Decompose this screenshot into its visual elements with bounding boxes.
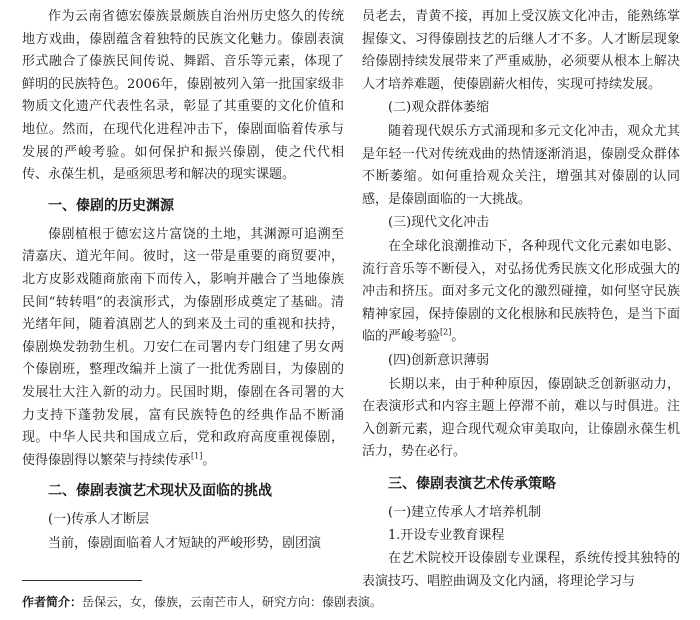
subsection-1-heading: (一)传承人才断层 — [48, 512, 150, 528]
section-2-heading: 二、傣剧表演艺术现状及面临的挑战 — [48, 483, 272, 500]
author-footnote — [22, 594, 382, 610]
section-3-heading: 三、傣剧表演艺术传承策略 — [388, 475, 556, 492]
subsection-2-paragraph: 随着现代娱乐方式涌现和多元文化冲击，观众尤其是年轻一代对传统戏曲的热情逐渐消退，傣剧受众群体不断萎缩。如何重拾观众关注，增强其对傣剧的认同感，是傣剧面临的一大挑战。 — [362, 123, 680, 207]
subsection-1-continued: 员老去，青黄不接，再加上受汉族文化冲击，能熟练掌握傣文、习得傣剧技艺的后继人才不多。人才断层现象给傣剧持续发展带来了严重威胁，必须要从根本上解决人才培养难题，使傣剧薪火相传，实现可持续发展。 — [362, 9, 680, 92]
section-3-item-1-paragraph: 在艺术院校开设傣剧专业课程，系统传授其独特的表演技巧、唱腔曲调及文化内涵，将理论学习与 — [362, 551, 680, 589]
section-1-text: 傣剧植根于德宏这片富饶的土地，其渊源可追溯至清嘉庆、道光年间。彼时，这一带是重要的商贸要冲，北方皮影戏随商旅南下而传入，影响并融合了当地傣族民间“转转唱”的表演形式，为傣剧形成奠定了基础。清光绪年间，随着滇剧艺人的到来及土司的重视和扶持，傣剧焕发勃勃生机。刀安仁在司署内专门组建了男女两个傣剧班，整理改编并上演了一批优秀剧目，为傣剧的发展壮大注入新的动力。民国时期，傣剧在各司署的大力支持下蓬勃发展，富有民族特色的经典作品不断涌现。中华人民共和国成立后，党和政府高度重视傣剧，使得傣剧得以繁荣与持续传承 — [22, 226, 344, 468]
citation-2: [2] — [440, 327, 452, 337]
subsection-4-heading: (四)创新意识薄弱 — [388, 352, 490, 368]
section-1-paragraph — [22, 224, 344, 473]
citation-1: [1] — [191, 451, 203, 461]
left-column — [22, 6, 344, 555]
author-bio: 岳保云，女，傣族，云南芒市人，研究方向：傣剧表演。 — [82, 595, 383, 609]
author-label: 作者简介： — [22, 595, 83, 609]
subsection-4-paragraph: 长期以来，由于种种原因，傣剧缺乏创新驱动力，在表演形式和内容主题上停滞不前，难以与时俱进。注入创新元素，迎合现代观众审美取向，让傣剧永葆生机活力，势在必行。 — [362, 376, 680, 460]
subsection-3-end: 。 — [451, 329, 465, 345]
intro-paragraph: 作为云南省德宏傣族景颇族自治州历史悠久的传统地方戏曲，傣剧蕴含着独特的民族文化魅力。傣剧表演形式融合了傣族民间传说、舞蹈、音乐等元素，体现了鲜明的民族特色。2006年，傣剧被列入第一批国家级非物质文化遗产代表性名录，彰显了其重要的文化价值和地位。然而，在现代化进程冲击下，傣剧面临着传承与发展的严峻考验。如何保护和振兴傣剧，使之代代相传、永葆生机，是亟须思考和解决的现实课题。 — [22, 9, 344, 183]
section-1-end: 。 — [202, 452, 216, 468]
section-1-heading: 一、傣剧的历史渊源 — [48, 197, 174, 214]
section-3-item-1-heading: 1.开设专业教育课程 — [388, 528, 505, 544]
footnote-divider — [22, 580, 142, 581]
subsection-2-heading: (二)观众群体萎缩 — [388, 100, 490, 116]
subsection-3-heading: (三)现代文化冲击 — [388, 215, 490, 231]
subsection-3-paragraph — [362, 236, 680, 349]
section-3-subsection-1-heading: (一)建立传承人才培养机制 — [388, 504, 542, 520]
subsection-3-text: 在全球化浪潮推动下，各种现代文化元素如电影、流行音乐等不断侵入，对弘扬优秀民族文化形成强大的冲击和挤压。面对多元文化的激烈碰撞，如何坚守民族精神家园，保持傣剧的文化根脉和民族特色，是当下面临的严峻考验 — [362, 238, 680, 345]
subsection-1-paragraph: 当前，傣剧面临着人才短缺的严峻形势，剧团演 — [48, 535, 322, 551]
right-column — [362, 6, 680, 593]
